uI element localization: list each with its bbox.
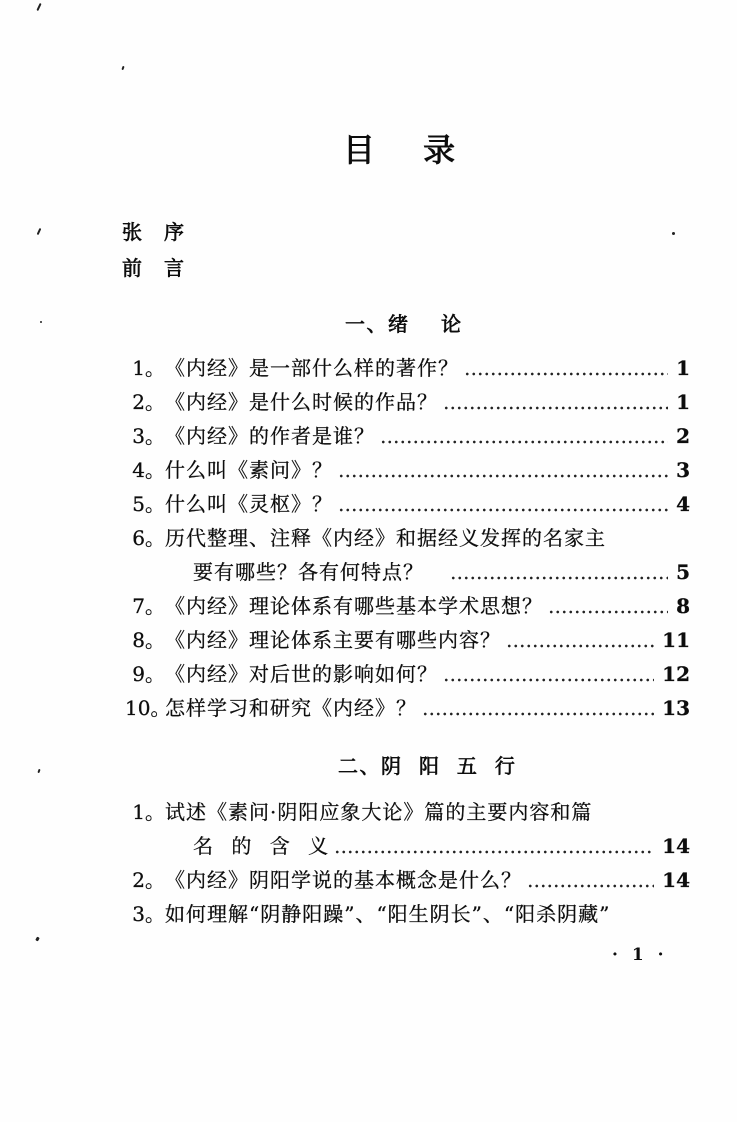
entry-page: 11 xyxy=(662,628,690,652)
entry-number-blank xyxy=(125,829,165,863)
entry-number-blank xyxy=(125,555,165,589)
dot-leader xyxy=(464,351,668,385)
toc-entry xyxy=(125,657,690,691)
toc-entry xyxy=(125,453,690,487)
toc-entry xyxy=(125,487,690,521)
scan-speck xyxy=(36,3,41,11)
section-heading: 二、阴 阳 五 行 xyxy=(338,754,517,778)
dot-leader xyxy=(334,829,654,863)
page-number: · 1 · xyxy=(612,945,664,965)
entry-page: 1 xyxy=(676,390,690,414)
toc-entry xyxy=(125,419,690,453)
front-matter-foreword: 前 言 xyxy=(122,256,184,280)
scan-speck xyxy=(672,232,675,235)
entry-title: 《内经》是一部什么样的著作？ xyxy=(165,356,459,380)
entry-page: 12 xyxy=(662,662,690,686)
toc-entry xyxy=(125,691,690,725)
scan-speck xyxy=(121,66,124,70)
dot-leader xyxy=(443,385,668,419)
entry-title-continued: 名 的 含 义 xyxy=(193,834,330,858)
toc-entry xyxy=(125,589,690,623)
dot-leader xyxy=(338,453,668,487)
scan-speck xyxy=(37,228,42,235)
toc-entry-continuation xyxy=(125,829,690,863)
entry-title: 历代整理、注释《内经》和据经义发挥的名家主 xyxy=(165,526,606,550)
entry-number: 1。 xyxy=(132,800,165,824)
toc-entry xyxy=(125,385,690,419)
dot-leader xyxy=(548,589,668,623)
entry-page: 13 xyxy=(662,696,690,720)
scan-speck xyxy=(37,769,40,773)
entry-number: 2。 xyxy=(132,390,165,414)
page-title: 目 录 xyxy=(343,131,456,169)
toc-entry-continuation xyxy=(125,555,690,589)
toc-entry xyxy=(125,623,690,657)
entry-number: 7。 xyxy=(132,594,165,618)
entry-page: 8 xyxy=(676,594,690,618)
front-matter-preface: 张 序 xyxy=(122,220,184,244)
entry-number: 9。 xyxy=(132,662,165,686)
entry-page: 3 xyxy=(676,458,690,482)
scan-speck xyxy=(40,321,42,323)
entry-page: 5 xyxy=(676,560,690,584)
entry-title: 如何理解“阴静阳躁”、“阳生阴长”、“阳杀阴藏” xyxy=(165,902,611,926)
entry-number: 1。 xyxy=(132,356,165,380)
entry-page: 2 xyxy=(676,424,690,448)
toc-entry xyxy=(125,351,690,385)
entry-title-continued: 要有哪些？各有何特点？ xyxy=(193,560,424,584)
section-heading: 一、绪 论 xyxy=(345,312,463,336)
entry-page: 1 xyxy=(676,356,690,380)
entry-page: 4 xyxy=(676,492,690,516)
entry-number: 8。 xyxy=(132,628,165,652)
toc-entry xyxy=(125,863,690,897)
entry-title: 《内经》理论体系有哪些基本学术思想？ xyxy=(165,594,543,618)
entry-title: 《内经》阴阳学说的基本概念是什么？ xyxy=(165,868,522,892)
entry-number: 4。 xyxy=(132,458,165,482)
entry-number: 10。 xyxy=(125,696,171,720)
entry-page: 14 xyxy=(662,868,690,892)
dot-leader xyxy=(506,623,654,657)
entry-title: 怎样学习和研究《内经》？ xyxy=(165,696,417,720)
dot-leader xyxy=(450,555,668,589)
toc-list xyxy=(125,795,690,931)
scan-speck xyxy=(35,937,40,942)
toc-entry xyxy=(125,897,690,931)
dot-leader xyxy=(527,863,654,897)
dot-leader xyxy=(380,419,668,453)
entry-number: 3。 xyxy=(132,902,165,926)
dot-leader xyxy=(338,487,668,521)
entry-number: 6。 xyxy=(132,526,165,550)
toc-list xyxy=(125,351,690,725)
dot-leader xyxy=(443,657,654,691)
dot-leader xyxy=(422,691,654,725)
entry-title: 《内经》的作者是谁？ xyxy=(165,424,375,448)
entry-title: 《内经》对后世的影响如何？ xyxy=(165,662,438,686)
entry-number: 2。 xyxy=(132,868,165,892)
entry-title: 试述《素问·阴阳应象大论》篇的主要内容和篇 xyxy=(165,800,593,824)
entry-number: 3。 xyxy=(132,424,165,448)
entry-title: 什么叫《灵枢》？ xyxy=(165,492,333,516)
toc-entry xyxy=(125,521,690,555)
entry-title: 《内经》理论体系主要有哪些内容？ xyxy=(165,628,501,652)
entry-title: 什么叫《素问》？ xyxy=(165,458,333,482)
entry-page: 14 xyxy=(662,834,690,858)
entry-title: 《内经》是什么时候的作品？ xyxy=(165,390,438,414)
toc-entry xyxy=(125,795,690,829)
entry-number: 5。 xyxy=(132,492,165,516)
